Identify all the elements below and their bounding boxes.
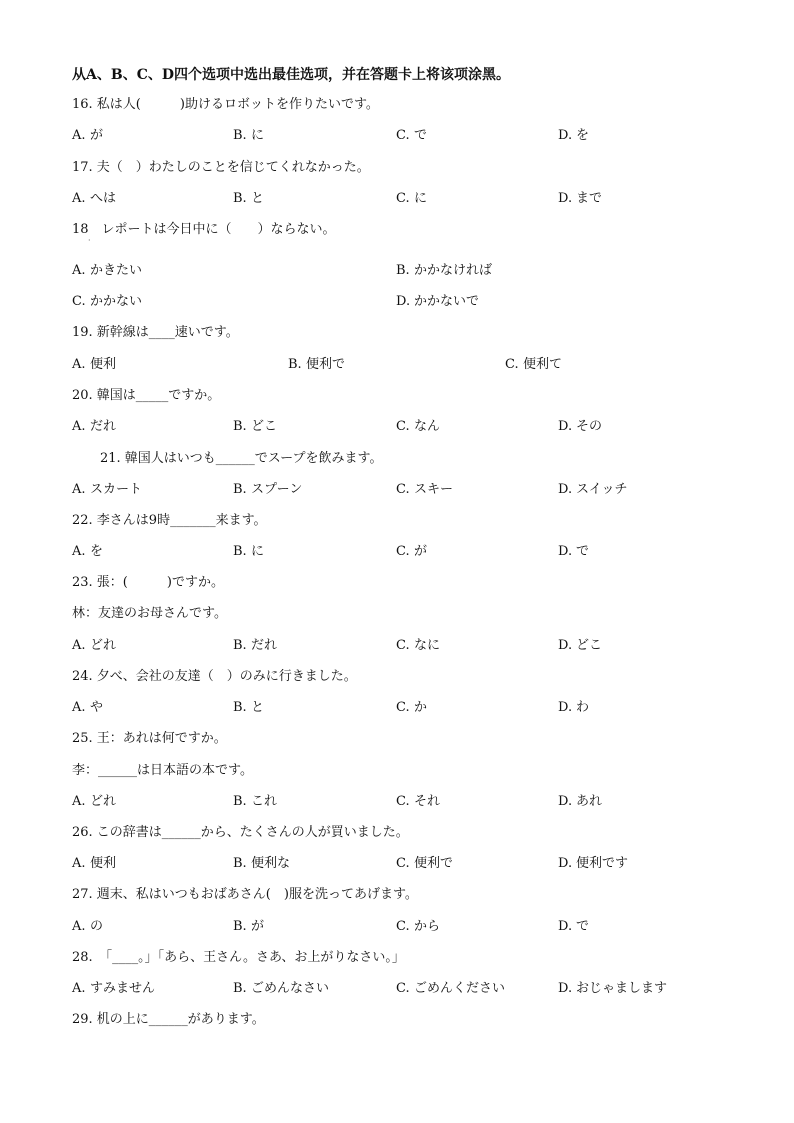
q17-option-c: C. に	[396, 191, 428, 206]
q27-option-b: B. が	[233, 919, 265, 934]
q24-option-a: A. や	[72, 700, 104, 715]
q19-option-b: B. 便利で	[288, 357, 346, 372]
q28-option-b: B. ごめんなさい	[233, 981, 330, 996]
question-22-stem: 22. 李さんは9時_______来ます。	[72, 513, 267, 528]
q21-option-b: B. スプーン	[233, 482, 303, 497]
stray-dot: ·	[88, 236, 91, 245]
q19-option-c: C. 便利て	[505, 357, 563, 372]
q20-option-d: D. その	[558, 419, 603, 434]
q17-option-d: D. まで	[558, 191, 603, 206]
section-instruction: 从A、B、C、D四个选项中选出最佳选项，并在答题卡上将该项涂黑。	[72, 67, 510, 83]
q18-option-b: B. かかなければ	[396, 263, 493, 278]
q25-option-b: B. これ	[233, 794, 278, 809]
q25-option-d: D. あれ	[558, 794, 603, 809]
q23-option-d: D. どこ	[558, 638, 603, 653]
q26-option-b: B. 便利な	[233, 856, 291, 871]
q28-option-a: A. すみません	[72, 981, 156, 996]
q21-option-c: C. スキー	[396, 482, 454, 497]
q25-option-a: A. どれ	[72, 794, 117, 809]
question-23-stem: 23. 張：( )ですか。	[72, 575, 224, 590]
q22-option-a: A. を	[72, 544, 104, 559]
q19-option-a: A. 便利	[72, 357, 117, 372]
question-24-stem: 24. 夕べ、会社の友達（ ）のみに行きました。	[72, 669, 357, 684]
question-26-stem: 26. この辞書は______から、たくさんの人が買いました。	[72, 825, 409, 840]
question-16-stem: 16. 私は人( )助けるロボットを作りたいです。	[72, 97, 379, 112]
question-29-stem: 29. 机の上に______があります。	[72, 1012, 265, 1027]
q28-option-d: D. おじゃまします	[558, 981, 668, 996]
q20-option-b: B. どこ	[233, 419, 278, 434]
q28-option-c: C. ごめんください	[396, 981, 506, 996]
q20-option-c: C. なん	[396, 419, 441, 434]
q17-option-b: B. と	[233, 191, 265, 206]
q23-option-c: C. なに	[396, 638, 441, 653]
question-25-dialogue: 李：______は日本語の本です。	[72, 763, 253, 778]
question-20-stem: 20. 韓国は_____ですか。	[72, 388, 221, 403]
q27-option-a: A. の	[72, 919, 104, 934]
q26-option-c: C. 便利で	[396, 856, 454, 871]
q24-option-c: C. か	[396, 700, 428, 715]
q26-option-d: D. 便利です	[558, 856, 629, 871]
q23-option-b: B. だれ	[233, 638, 278, 653]
question-17-stem: 17. 夫（ ）わたしのことを信じてくれなかった。	[72, 160, 370, 175]
q21-option-a: A. スカート	[72, 482, 143, 497]
q27-option-d: D. で	[558, 919, 590, 934]
q16-option-d: D. を	[558, 128, 590, 143]
q22-option-d: D. で	[558, 544, 590, 559]
q24-option-b: B. と	[233, 700, 265, 715]
question-23-dialogue: 林：友達のお母さんです。	[72, 606, 227, 621]
q25-option-c: C. それ	[396, 794, 441, 809]
q18-option-c: C. かかない	[72, 294, 143, 309]
q16-option-a: A. が	[72, 128, 104, 143]
q21-option-d: D. スイッチ	[558, 482, 628, 497]
question-19-stem: 19. 新幹線は____速いです。	[72, 325, 239, 340]
q22-option-c: C. が	[396, 544, 428, 559]
q24-option-d: D. わ	[558, 700, 590, 715]
q18-option-d: D. かかないで	[396, 294, 480, 309]
q18-option-a: A. かきたい	[72, 263, 143, 278]
q20-option-a: A. だれ	[72, 419, 117, 434]
q27-option-c: C. から	[396, 919, 441, 934]
q16-option-b: B. に	[233, 128, 265, 143]
q16-option-c: C. で	[396, 128, 428, 143]
question-18-stem: 18 レポートは今日中に（ ）ならない。	[72, 222, 336, 237]
q17-option-a: A. へは	[72, 191, 117, 206]
question-28-stem: 28. 「____。」「あら、王さん。さあ、お上がりなさい。」	[72, 950, 405, 965]
q22-option-b: B. に	[233, 544, 265, 559]
question-25-stem: 25. 王：あれは何ですか。	[72, 731, 227, 746]
q23-option-a: A. どれ	[72, 638, 117, 653]
question-27-stem: 27. 週末、私はいつもおばあさん( )服を洗ってあげます。	[72, 887, 418, 902]
q26-option-a: A. 便利	[72, 856, 117, 871]
question-21-stem: 21. 韓国人はいつも______でスープを飲みます。	[100, 451, 383, 466]
